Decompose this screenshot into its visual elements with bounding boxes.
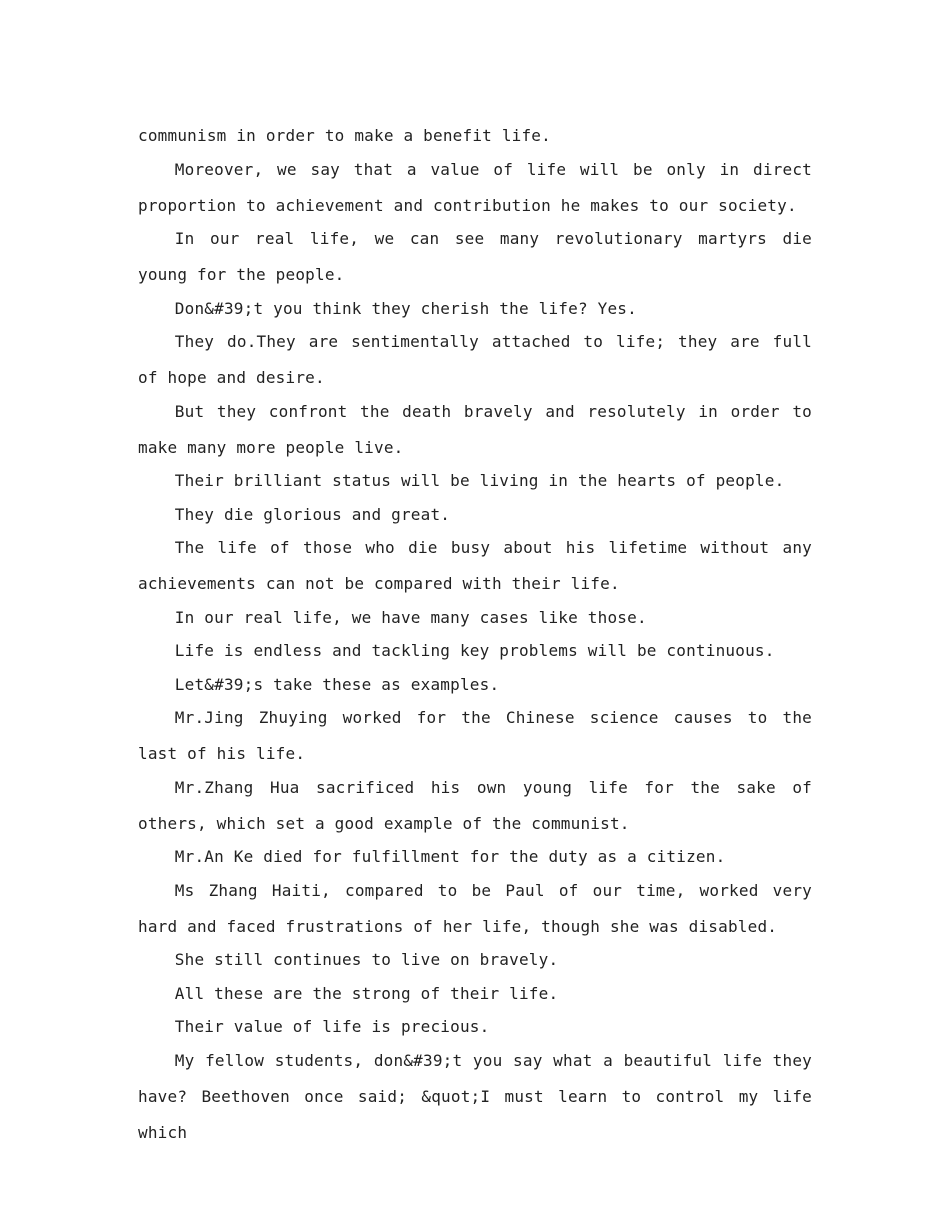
paragraph: In our real life, we can see many revolutionary martyrs die young for the people. xyxy=(138,229,812,284)
paragraph: The life of those who die busy about his lifetime without any achievements can not be compared with their life. xyxy=(138,538,812,593)
document-body xyxy=(138,118,812,1148)
paragraph: They die glorious and great. xyxy=(174,504,451,524)
paragraph: In our real life, we have many cases like those. xyxy=(174,607,647,627)
paragraph: But they confront the death bravely and resolutely in order to make many more people live. xyxy=(138,401,812,457)
paragraph: Don&#39;t you think they cherish the life? Yes. xyxy=(174,298,637,318)
paragraph: She still continues to live on bravely. xyxy=(174,950,559,969)
paragraph: Let&#39;s take these as examples. xyxy=(174,674,500,694)
paragraph: My fellow students, don&#39;t you say what a beautiful life they have? Beethoven once said; &quot;I must learn to control my life which xyxy=(138,1050,812,1142)
paragraph: All these are the strong of their life. xyxy=(174,983,559,1003)
paragraph: Ms Zhang Haiti, compared to be Paul of our time, worked very hard and faced frustrations of her life, though she was disabled. xyxy=(138,880,812,936)
paragraph: Life is endless and tackling key problems will be continuous. xyxy=(174,641,775,660)
paragraph: Their brilliant status will be living in the hearts of people. xyxy=(174,471,785,490)
paragraph: Mr.Zhang Hua sacrificed his own young life for the sake of others, which set a good example of the communist. xyxy=(138,777,812,833)
paragraph: Mr.Jing Zhuying worked for the Chinese science causes to the last of his life. xyxy=(138,708,812,763)
paragraph: communism in order to make a benefit life. xyxy=(138,126,551,145)
paragraph: They do.They are sentimentally attached to life; they are full of hope and desire. xyxy=(138,332,812,387)
paragraph: Moreover, we say that a value of life will be only in direct proportion to achievement and contribution he makes to our society. xyxy=(138,159,812,215)
paragraph: Their value of life is precious. xyxy=(174,1017,490,1036)
paragraph: Mr.An Ke died for fulfillment for the duty as a citizen. xyxy=(174,847,726,866)
